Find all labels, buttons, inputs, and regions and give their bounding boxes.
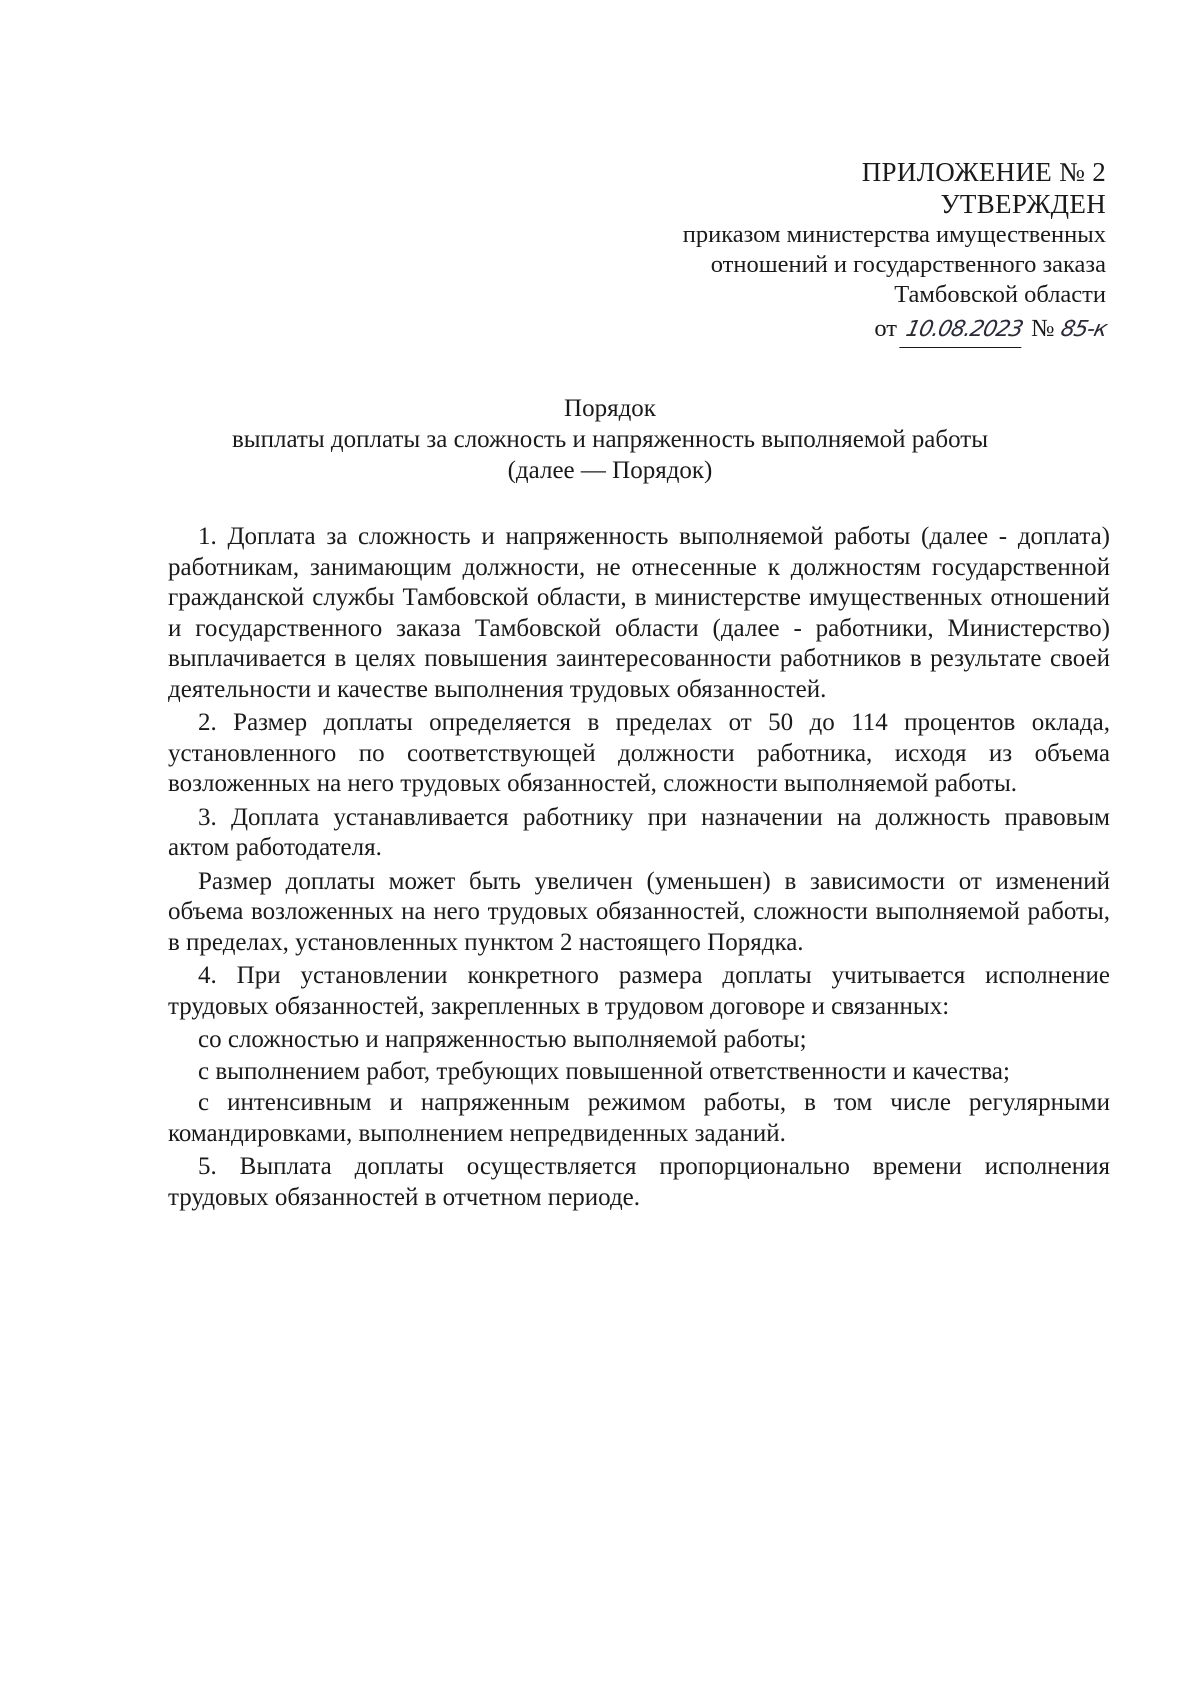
title-line-3: (далее — Порядок) <box>507 457 713 484</box>
paragraph-5: 5. Выплата доплаты осуществляется пропорционально времени исполнения трудовых обязанностей в отчетном периоде. <box>168 1153 1110 1211</box>
appendix-label: ПРИЛОЖЕНИЕ № 2 <box>861 157 1106 187</box>
paragraph-3: 3. Доплата устанавливается работнику при назначении на должность правовым актом работодателя. <box>168 803 1110 861</box>
order-date-number <box>486 312 1109 348</box>
number-prefix: № <box>1031 315 1055 342</box>
approval-block <box>486 156 1109 348</box>
date-prefix: от <box>874 315 897 342</box>
approval-order-text <box>486 220 1106 310</box>
document-title <box>150 393 1070 486</box>
approved-label: УТВЕРЖДЕН <box>940 189 1106 219</box>
paragraph-3-continued: Размер доплаты может быть увеличен (уменьшен) в зависимости от изменений объема возложенных на него трудовых обязанностей, сложности выполняемой работы, в пределах, установленных пунктом 2 настоящего Порядка. <box>168 867 1110 956</box>
approval-line-2: отношений и государственного заказа <box>710 251 1106 278</box>
paragraph-4-item-1: со сложностью и напряженностью выполняемой работы; <box>198 1026 807 1053</box>
title-line-2: выплаты доплаты за сложность и напряженность выполняемой работы <box>232 426 988 453</box>
approval-line-3: Тамбовской области <box>894 281 1106 308</box>
paragraph-4-item-2: с выполнением работ, требующих повышенной ответственности и качества; <box>198 1057 1010 1085</box>
document-body <box>168 522 1110 1216</box>
title-line-1: Порядок <box>564 395 656 422</box>
paragraph-4: 4. При установлении конкретного размера доплаты учитывается исполнение трудовых обязанностей, закрепленных в трудовом договоре и связанных: <box>168 962 1110 1020</box>
approval-line-1: приказом министерства имущественных <box>682 221 1106 248</box>
handwritten-number: 85-к <box>1058 317 1109 342</box>
paragraph-1: 1. Доплата за сложность и напряженность выполняемой работы (далее - доплата) работникам, занимающим должности, не отнесенные к должностям государственной гражданской службы Тамбовской области, в министерстве имущественных отношений и государственного заказа Тамбовской области (далее - работники, Министерство) выплачивается в целях повышения заинтересованности работников в результате своей деятельности и качестве выполнения трудовых обязанностей. <box>168 523 1110 703</box>
handwritten-date: 10.08.2023 <box>899 313 1028 348</box>
paragraph-2: 2. Размер доплаты определяется в пределах от 50 до 114 процентов оклада, установленного по соответствующей должности работника, исходя из объема возложенных на него трудовых обязанностей, сложности выполняемой работы. <box>168 709 1110 797</box>
paragraph-4-item-3: с интенсивным и напряженным режимом работы, в том числе регулярными командировками, выполнением непредвиденных заданий. <box>168 1089 1110 1147</box>
